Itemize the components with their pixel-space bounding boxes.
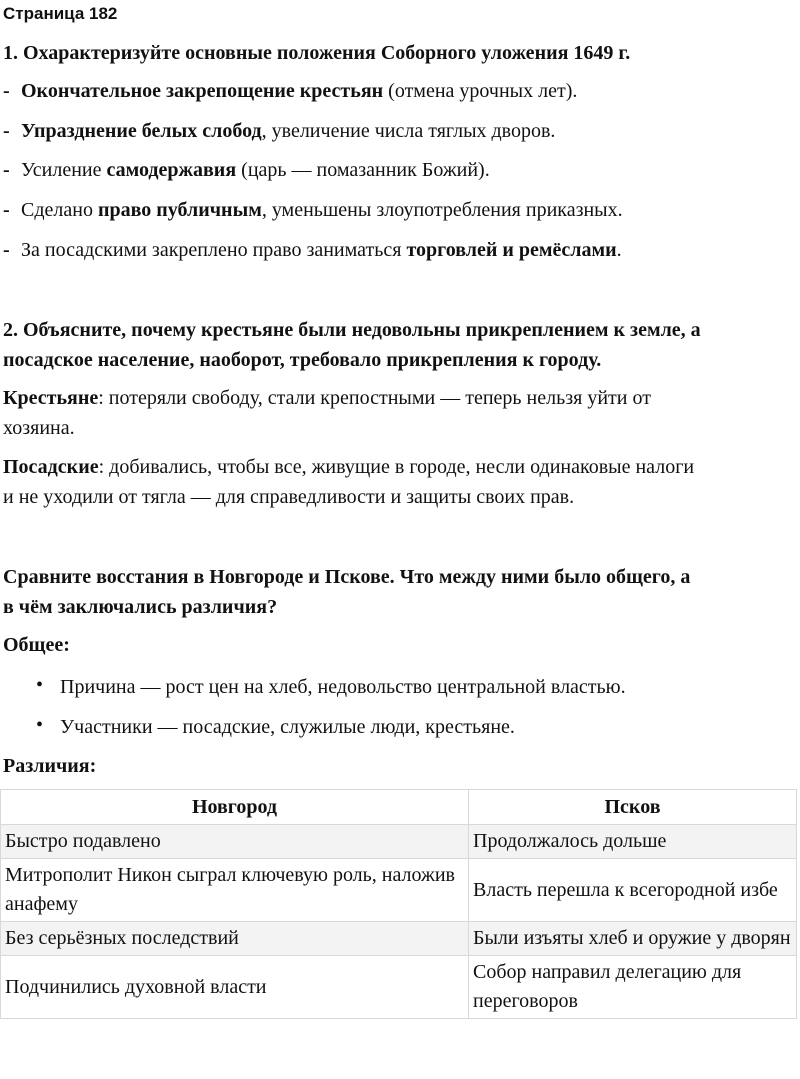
question-2-title-line2: посадское население, наоборот, требовало прикрепления к городу. — [3, 349, 602, 371]
bullet-icon: • — [36, 714, 44, 736]
common-item: Участники — посадские, служилые люди, крестьяне. — [60, 716, 515, 738]
question-1-title: 1. Охарактеризуйте основные положения Соборного уложения 1649 г. — [3, 42, 631, 64]
common-label: Общее: — [3, 634, 70, 656]
question-3-title-line2: в чём заключались различия? — [3, 596, 278, 618]
table-cell: Продолжалось дольше — [469, 825, 797, 859]
table-row — [1, 859, 797, 922]
header-pskov: Псков — [469, 790, 797, 825]
table-cell: Без серьёзных последствий — [1, 922, 469, 956]
question-2-title-line1: 2. Объясните, почему крестьяне были недовольны прикреплением к земле, а — [3, 319, 701, 341]
bullet-icon: • — [36, 674, 44, 696]
page-label: Страница 182 — [3, 4, 118, 23]
table-row — [1, 922, 797, 956]
table-cell: Митрополит Никон сыграл ключевую роль, наложив анафему — [1, 859, 469, 922]
comparison-table — [0, 789, 797, 1019]
table-row — [1, 956, 797, 1019]
question-3-title-line1: Сравните восстания в Новгороде и Пскове. Что между ними было общего, а — [3, 566, 691, 588]
table-cell: Быстро подавлено — [1, 825, 469, 859]
posad-paragraph: Посадские: добивались, чтобы все, живущие в городе, несли одинаковые налоги — [3, 456, 695, 478]
table-cell: Собор направил делегацию для переговоров — [469, 956, 797, 1019]
header-novgorod: Новгород — [1, 790, 469, 825]
peasants-paragraph: Крестьяне: потеряли свободу, стали крепостными — теперь нельзя уйти от — [3, 387, 651, 409]
table-cell: Были изъяты хлеб и оружие у дворян — [469, 922, 797, 956]
table-row — [1, 825, 797, 859]
q1-item: - За посадскими закреплено право заниматься торговлей и ремёслами. — [3, 239, 622, 261]
differences-label: Различия: — [3, 755, 97, 777]
q1-item: - Окончательное закрепощение крестьян (отмена урочных лет). — [3, 80, 578, 102]
q1-item: - Упразднение белых слобод, увеличение числа тяглых дворов. — [3, 120, 556, 142]
peasants-paragraph-line2: хозяина. — [3, 417, 75, 439]
q1-item: - Сделано право публичным, уменьшены злоупотребления приказных. — [3, 199, 623, 221]
table-cell: Подчинились духовной власти — [1, 956, 469, 1019]
common-item: Причина — рост цен на хлеб, недовольство центральной властью. — [60, 676, 626, 698]
table-cell: Власть перешла к всегородной избе — [469, 859, 797, 922]
q1-item: - Усиление самодержавия (царь — помазанник Божий). — [3, 159, 490, 181]
table-header-row — [1, 790, 797, 825]
posad-paragraph-line2: и не уходили от тягла — для справедливости и защиты своих прав. — [3, 486, 575, 508]
